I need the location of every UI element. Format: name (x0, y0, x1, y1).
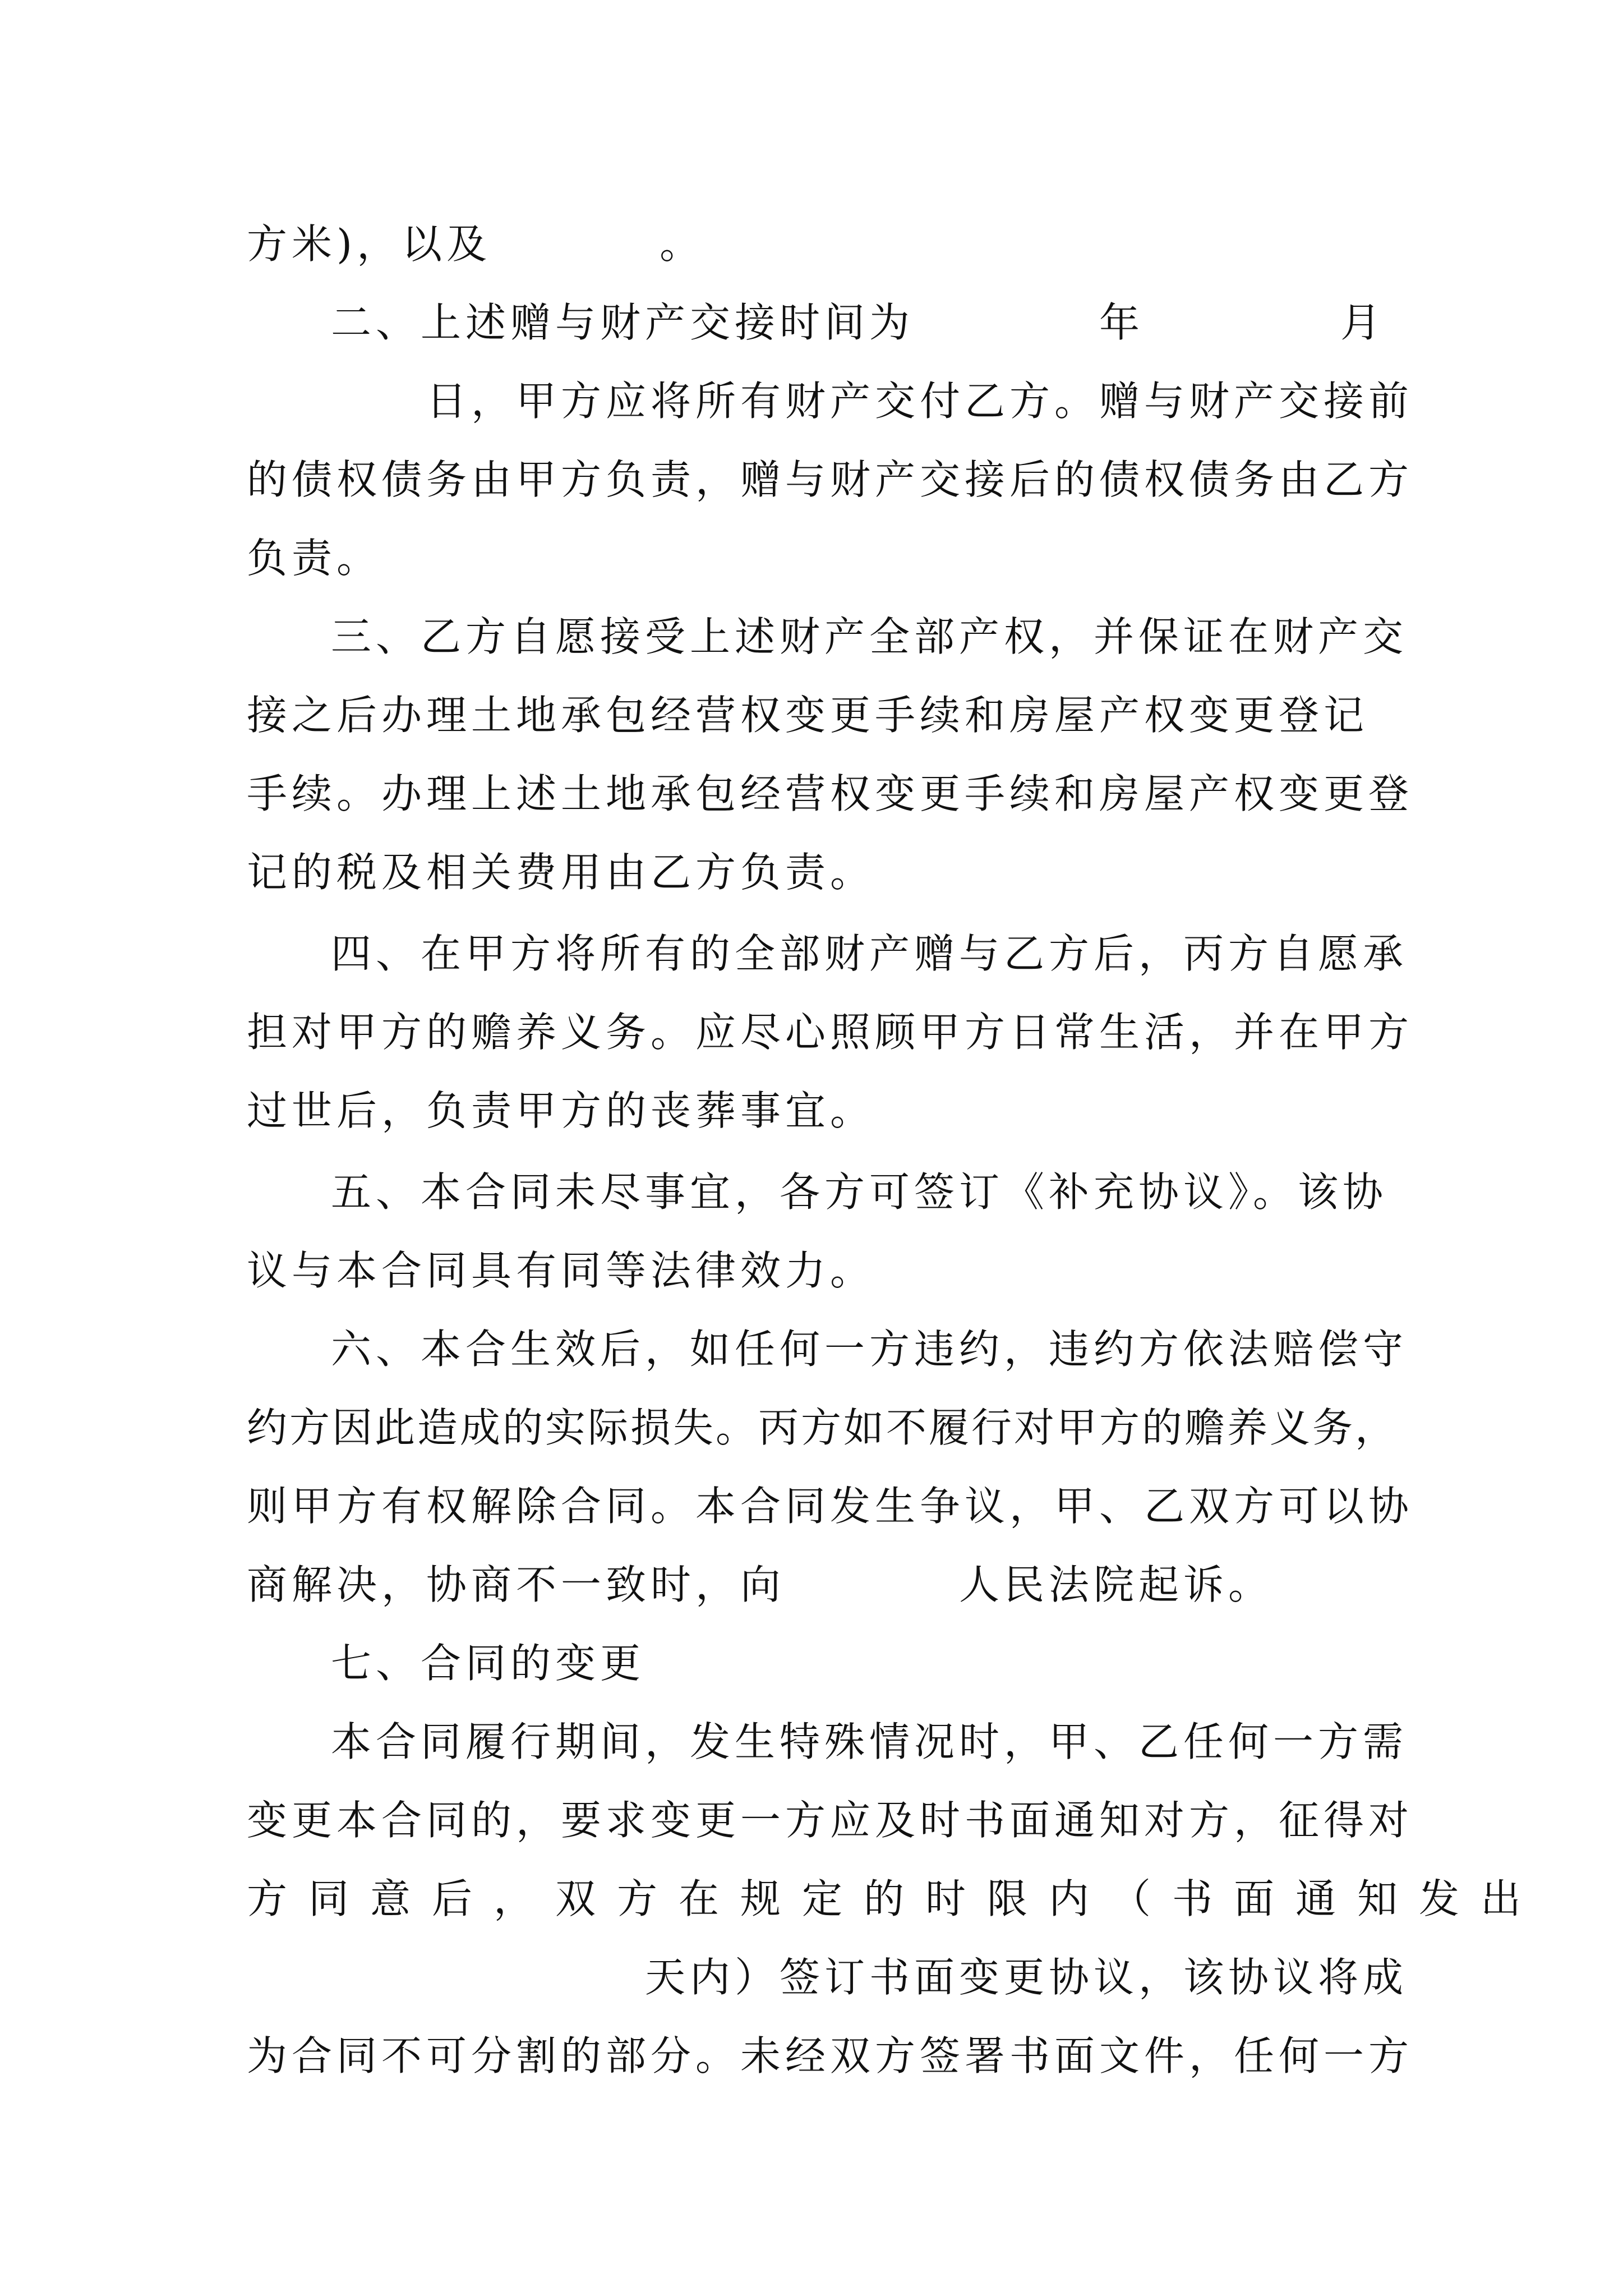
text-line-23: 天内）签订书面变更协议，该协议将成 (645, 1954, 1408, 2001)
text-line-2 (331, 292, 1385, 353)
line-18-text-a: 商解决，协商不一致时，向 (247, 1561, 786, 1608)
line-1-text-b: 。 (660, 220, 705, 268)
text-line-12: 过世后，负责甲方的丧葬事宜。 (247, 1087, 875, 1134)
text-line-6: 三、乙方自愿接受上述财产全部产权，并保证在财产交 (331, 613, 1408, 660)
text-line-16: 约方因此造成的实际损失。丙方如不履行对甲方的赡养义务， (247, 1404, 1398, 1451)
text-line-5: 负责。 (247, 535, 382, 582)
text-line-3 (426, 370, 1414, 432)
text-line-18 (247, 1554, 1385, 1616)
line-2-text-b: 年 (1099, 299, 1145, 346)
text-line-20: 本合同履行期间，发生特殊情况时，甲、乙任何一方需 (331, 1718, 1408, 1765)
text-line-14: 议与本合同具有同等法律效力。 (247, 1247, 875, 1294)
line-1-text-a: 方米)，以及 (247, 220, 492, 268)
text-line-24: 为合同不可分割的部分。未经双方签署书面文件，任何一方 (247, 2032, 1414, 2079)
text-line-9: 记的税及相关费用由乙方负责。 (247, 849, 875, 896)
text-line-4: 的债权债务由甲方负责，赠与财产交接后的债权债务由乙方 (247, 456, 1414, 503)
text-line-1 (247, 213, 1385, 275)
line-2-text-c: 月 (1340, 299, 1386, 346)
text-line-21: 变更本合同的，要求变更一方应及时书面通知对方，征得对 (247, 1797, 1414, 1844)
text-line-17: 则甲方有权解除合同。本合同发生争议，甲、乙双方可以协 (247, 1483, 1414, 1530)
line-18-text-b: 人民法院起诉。 (959, 1561, 1274, 1608)
text-line-11: 担对甲方的赡养义务。应尽心照顾甲方日常生活，并在甲方 (247, 1009, 1414, 1056)
text-line-19: 七、合同的变更 (331, 1640, 645, 1687)
text-line-15: 六、本合生效后，如任何一方违约，违约方依法赔偿守 (331, 1326, 1408, 1373)
text-line-7: 接之后办理土地承包经营权变更手续和房屋产权变更登记 (247, 692, 1369, 739)
line-3-text: 日，甲方应将所有财产交付乙方。赠与财产交接前 (426, 378, 1414, 425)
line-2-text-a: 二、上述赠与财产交接时间为 (331, 299, 915, 346)
text-line-13: 五、本合同未尽事宜，各方可签订《补充协议》。该协 (331, 1168, 1388, 1216)
text-line-10: 四、在甲方将所有的全部财产赠与乙方后，丙方自愿承 (331, 930, 1408, 977)
text-line-22: 方同意后，双方在规定的时限内（书面通知发出 (247, 1875, 1543, 1922)
text-line-8: 手续。办理上述土地承包经营权变更手续和房屋产权变更登 (247, 770, 1414, 817)
